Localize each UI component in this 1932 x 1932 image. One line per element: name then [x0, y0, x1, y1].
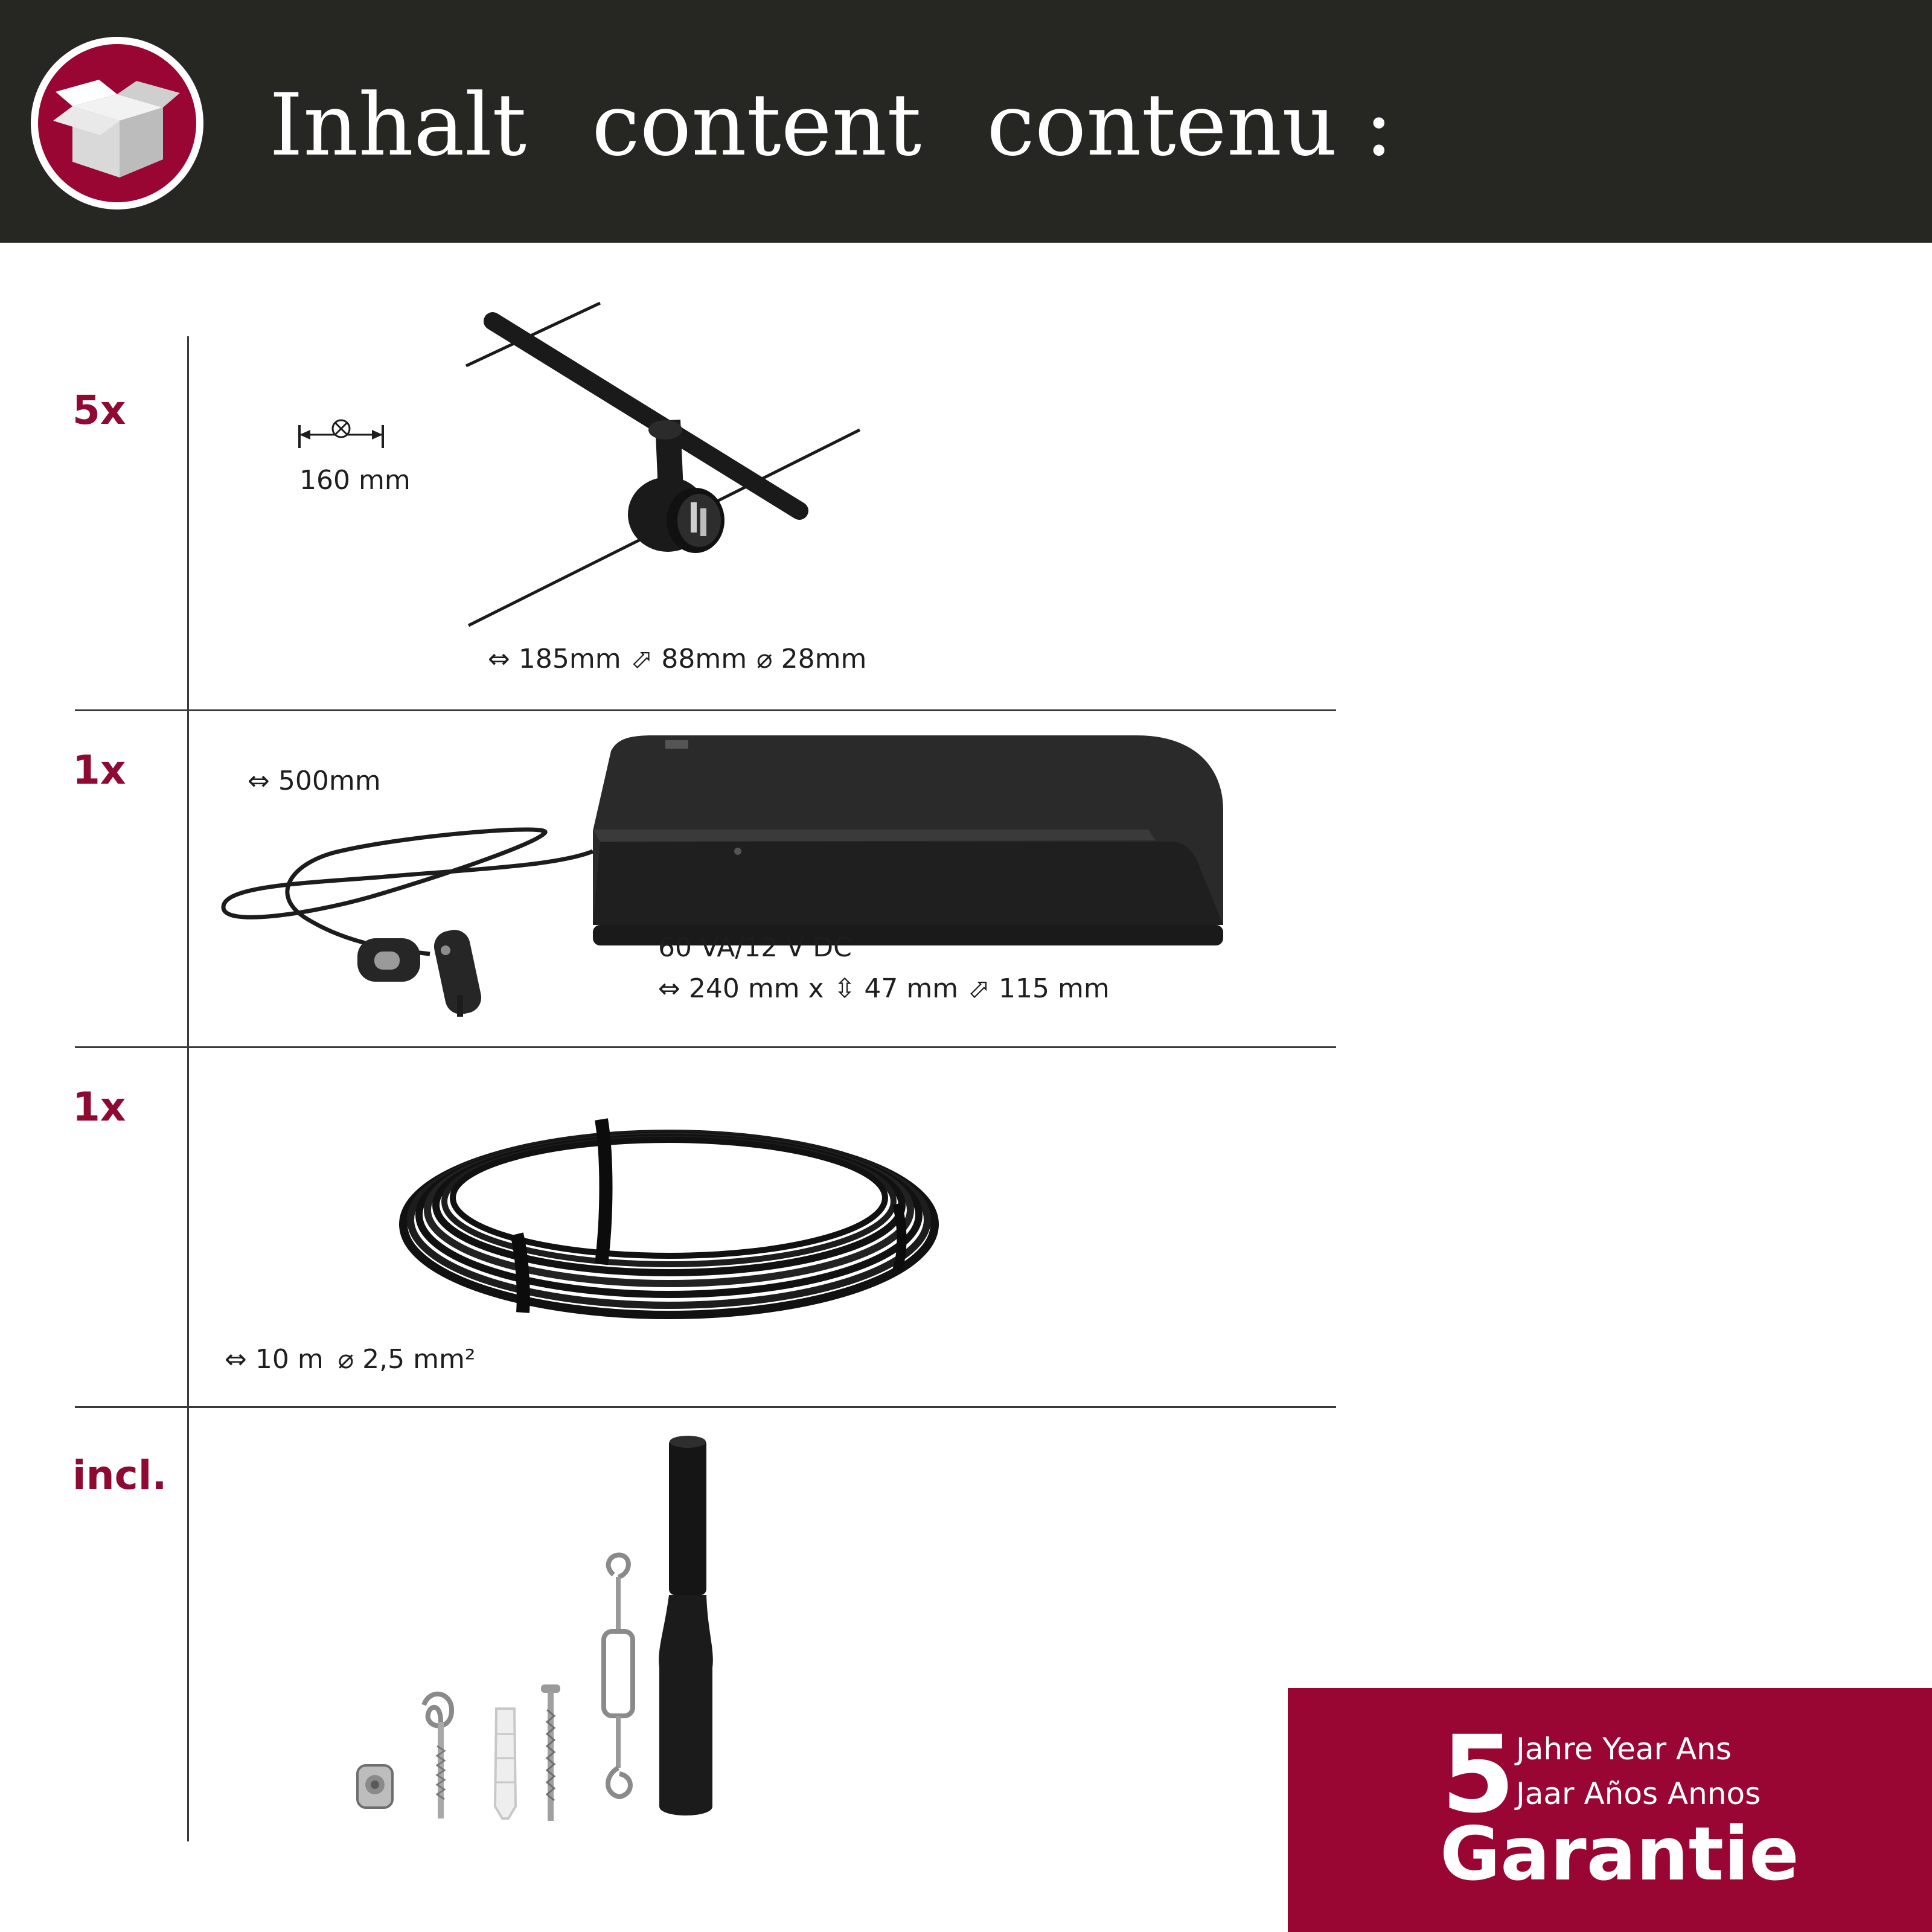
- row-divider: [75, 1046, 1336, 1048]
- row-divider: [75, 1406, 1336, 1408]
- quantity-label: 1x: [72, 1084, 126, 1130]
- guarantee-years: 5: [1441, 1713, 1515, 1837]
- title-word-en: content: [592, 75, 922, 175]
- wire-clamp-icon: [357, 1765, 392, 1808]
- beam-spread-icon: [296, 417, 386, 465]
- cable-dimensions: [225, 1343, 476, 1377]
- wall-plug-icon: [495, 1709, 516, 1818]
- box-icon: [29, 35, 205, 211]
- power-rating: 60 VA/12 V DC: [658, 932, 852, 963]
- luminaire-dimensions: [488, 642, 866, 676]
- dim-height: ⇳ 47 mm: [833, 973, 959, 1004]
- row-divider: [75, 709, 1336, 711]
- screw-icon: [541, 1684, 560, 1821]
- accessories-image: [350, 1432, 761, 1831]
- quantity-label: 1x: [72, 747, 126, 793]
- cable-sleeve-icon: [659, 1436, 713, 1815]
- column-divider: [187, 336, 189, 1841]
- screw-hook-icon: [424, 1694, 452, 1818]
- transformer-dimensions: [658, 972, 1110, 1006]
- cable-luminaire-image: [462, 299, 867, 629]
- guarantee-label: Garantie: [1440, 1811, 1799, 1897]
- quantity-label: 5x: [72, 387, 126, 433]
- guarantee-line-1: Jahre Year Ans: [1516, 1732, 1732, 1767]
- beam-label: 160 mm: [299, 465, 411, 496]
- quantity-label: incl.: [72, 1452, 167, 1499]
- title-word-fr: contenu :: [987, 75, 1393, 175]
- guarantee-line-2: Jaar Años Annos: [1516, 1776, 1761, 1811]
- cable-length-label: ⇔ 500mm: [248, 766, 381, 796]
- dim-length: ⇔ 240 mm x: [658, 973, 824, 1004]
- title-word-de: Inhalt: [269, 75, 527, 175]
- header-bar: [0, 0, 1932, 243]
- dim-length: ⇔ 10 m: [225, 1344, 324, 1375]
- dim-depth: ⬀ 115 mm: [968, 973, 1110, 1004]
- dim-cross-section: ⌀ 2,5 mm²: [337, 1344, 476, 1375]
- dim-length: ⇔ 185mm: [488, 644, 621, 674]
- guarantee-badge: [1288, 1688, 1932, 1932]
- cable-coil-image: [396, 1095, 942, 1321]
- dim-diameter: ⌀ 28mm: [756, 644, 867, 674]
- page-title: [269, 71, 1393, 180]
- turnbuckle-icon: [604, 1555, 633, 1797]
- dim-projection: ⬀ 88mm: [630, 644, 747, 674]
